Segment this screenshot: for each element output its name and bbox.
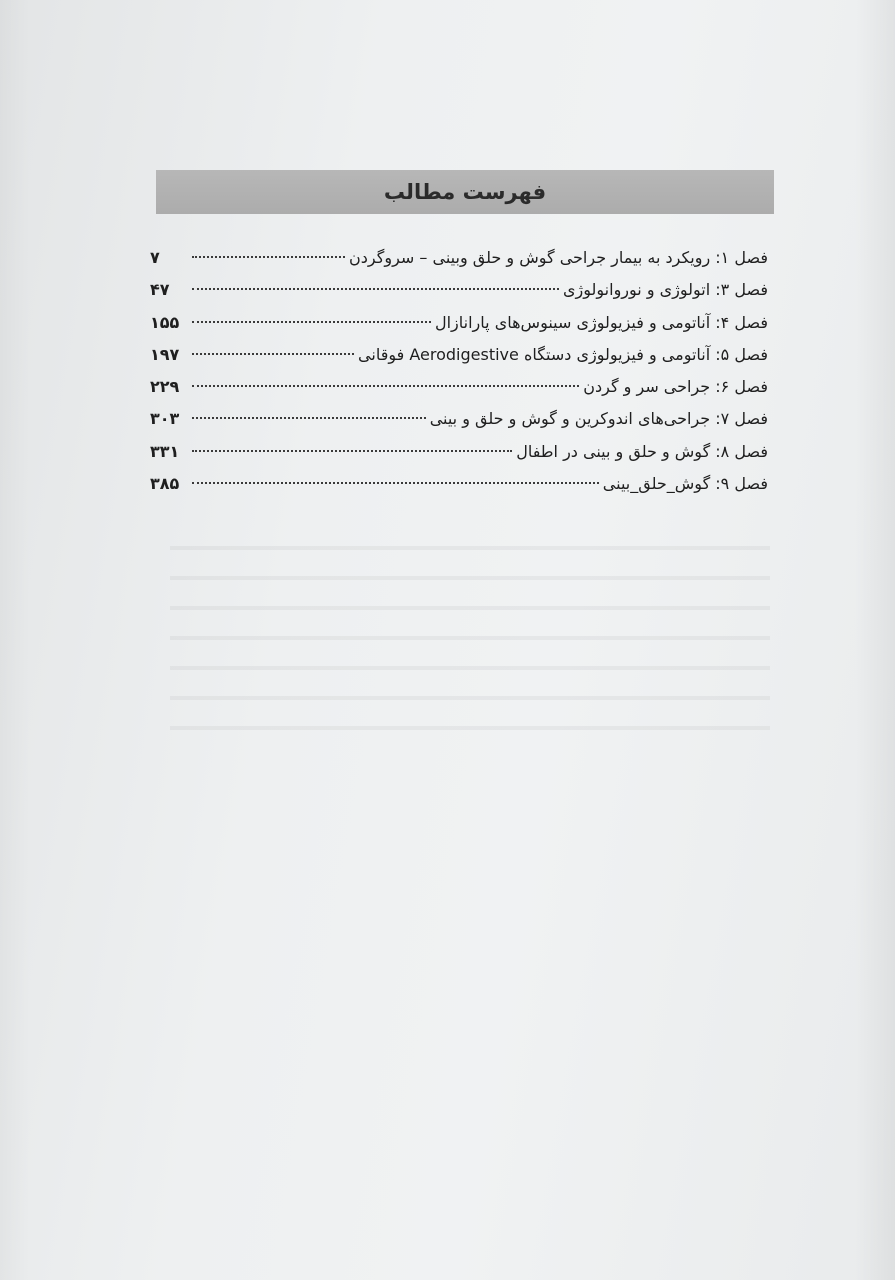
toc-entry bbox=[150, 248, 768, 280]
toc-entry-title: فصل ۶: جراحی سر و گردن bbox=[583, 377, 768, 397]
table-of-contents bbox=[150, 248, 768, 506]
toc-entry-page: ۲۲۹ bbox=[150, 377, 180, 397]
toc-entry-page: ۷ bbox=[150, 248, 160, 267]
toc-header-band bbox=[156, 170, 774, 214]
toc-entry bbox=[150, 280, 768, 312]
toc-entry bbox=[150, 442, 768, 474]
toc-entry-title: فصل ۹: گوش_حلق_بینی bbox=[602, 474, 768, 494]
toc-entry-title: فصل ۵: آناتومی و فیزیولوژی دستگاه Aerodigestive فوقانی bbox=[358, 344, 768, 364]
toc-entry-title: فصل ۳: اتولوژی و نوروانولوژی bbox=[563, 280, 768, 300]
toc-entry bbox=[150, 409, 768, 441]
toc-leader-dots bbox=[192, 385, 579, 387]
toc-entry-title: فصل ۴: آناتومی و فیزیولوژی سینوس‌های پارانازال bbox=[434, 312, 768, 332]
toc-entry-title: فصل ۷: جراحی‌های اندوکرین و گوش و حلق و بینی bbox=[429, 409, 768, 429]
toc-entry-page: ۳۰۳ bbox=[150, 409, 180, 429]
toc-entry-page: ۱۹۷ bbox=[150, 344, 180, 364]
toc-entry-page: ۳۳۱ bbox=[150, 441, 180, 461]
toc-leader-dots bbox=[192, 482, 599, 484]
toc-leader-dots bbox=[192, 321, 431, 323]
bleed-through-text bbox=[170, 520, 770, 740]
toc-leader-dots bbox=[192, 450, 512, 452]
page-shadow-left bbox=[0, 0, 30, 1280]
toc-entry bbox=[150, 474, 768, 506]
toc-heading: فهرست مطالب bbox=[383, 180, 547, 204]
toc-entry-title: فصل ۱: رویکرد به بیمار جراحی گوش و حلق وبینی – سروگردن bbox=[349, 248, 768, 267]
toc-entry bbox=[150, 345, 768, 377]
toc-leader-dots bbox=[192, 353, 354, 355]
toc-leader-dots bbox=[192, 288, 559, 290]
toc-leader-dots bbox=[192, 256, 345, 258]
toc-entry-page: ۱۵۵ bbox=[150, 312, 180, 332]
toc-entry bbox=[150, 313, 768, 345]
toc-entry-page: ۳۸۵ bbox=[150, 474, 180, 494]
toc-entry-page: ۴۷ bbox=[150, 280, 170, 300]
toc-entry-title: فصل ۸: گوش و حلق و بینی در اطفال bbox=[516, 441, 768, 461]
toc-entry bbox=[150, 377, 768, 409]
page-shadow-right bbox=[855, 0, 895, 1280]
toc-leader-dots bbox=[192, 417, 426, 419]
